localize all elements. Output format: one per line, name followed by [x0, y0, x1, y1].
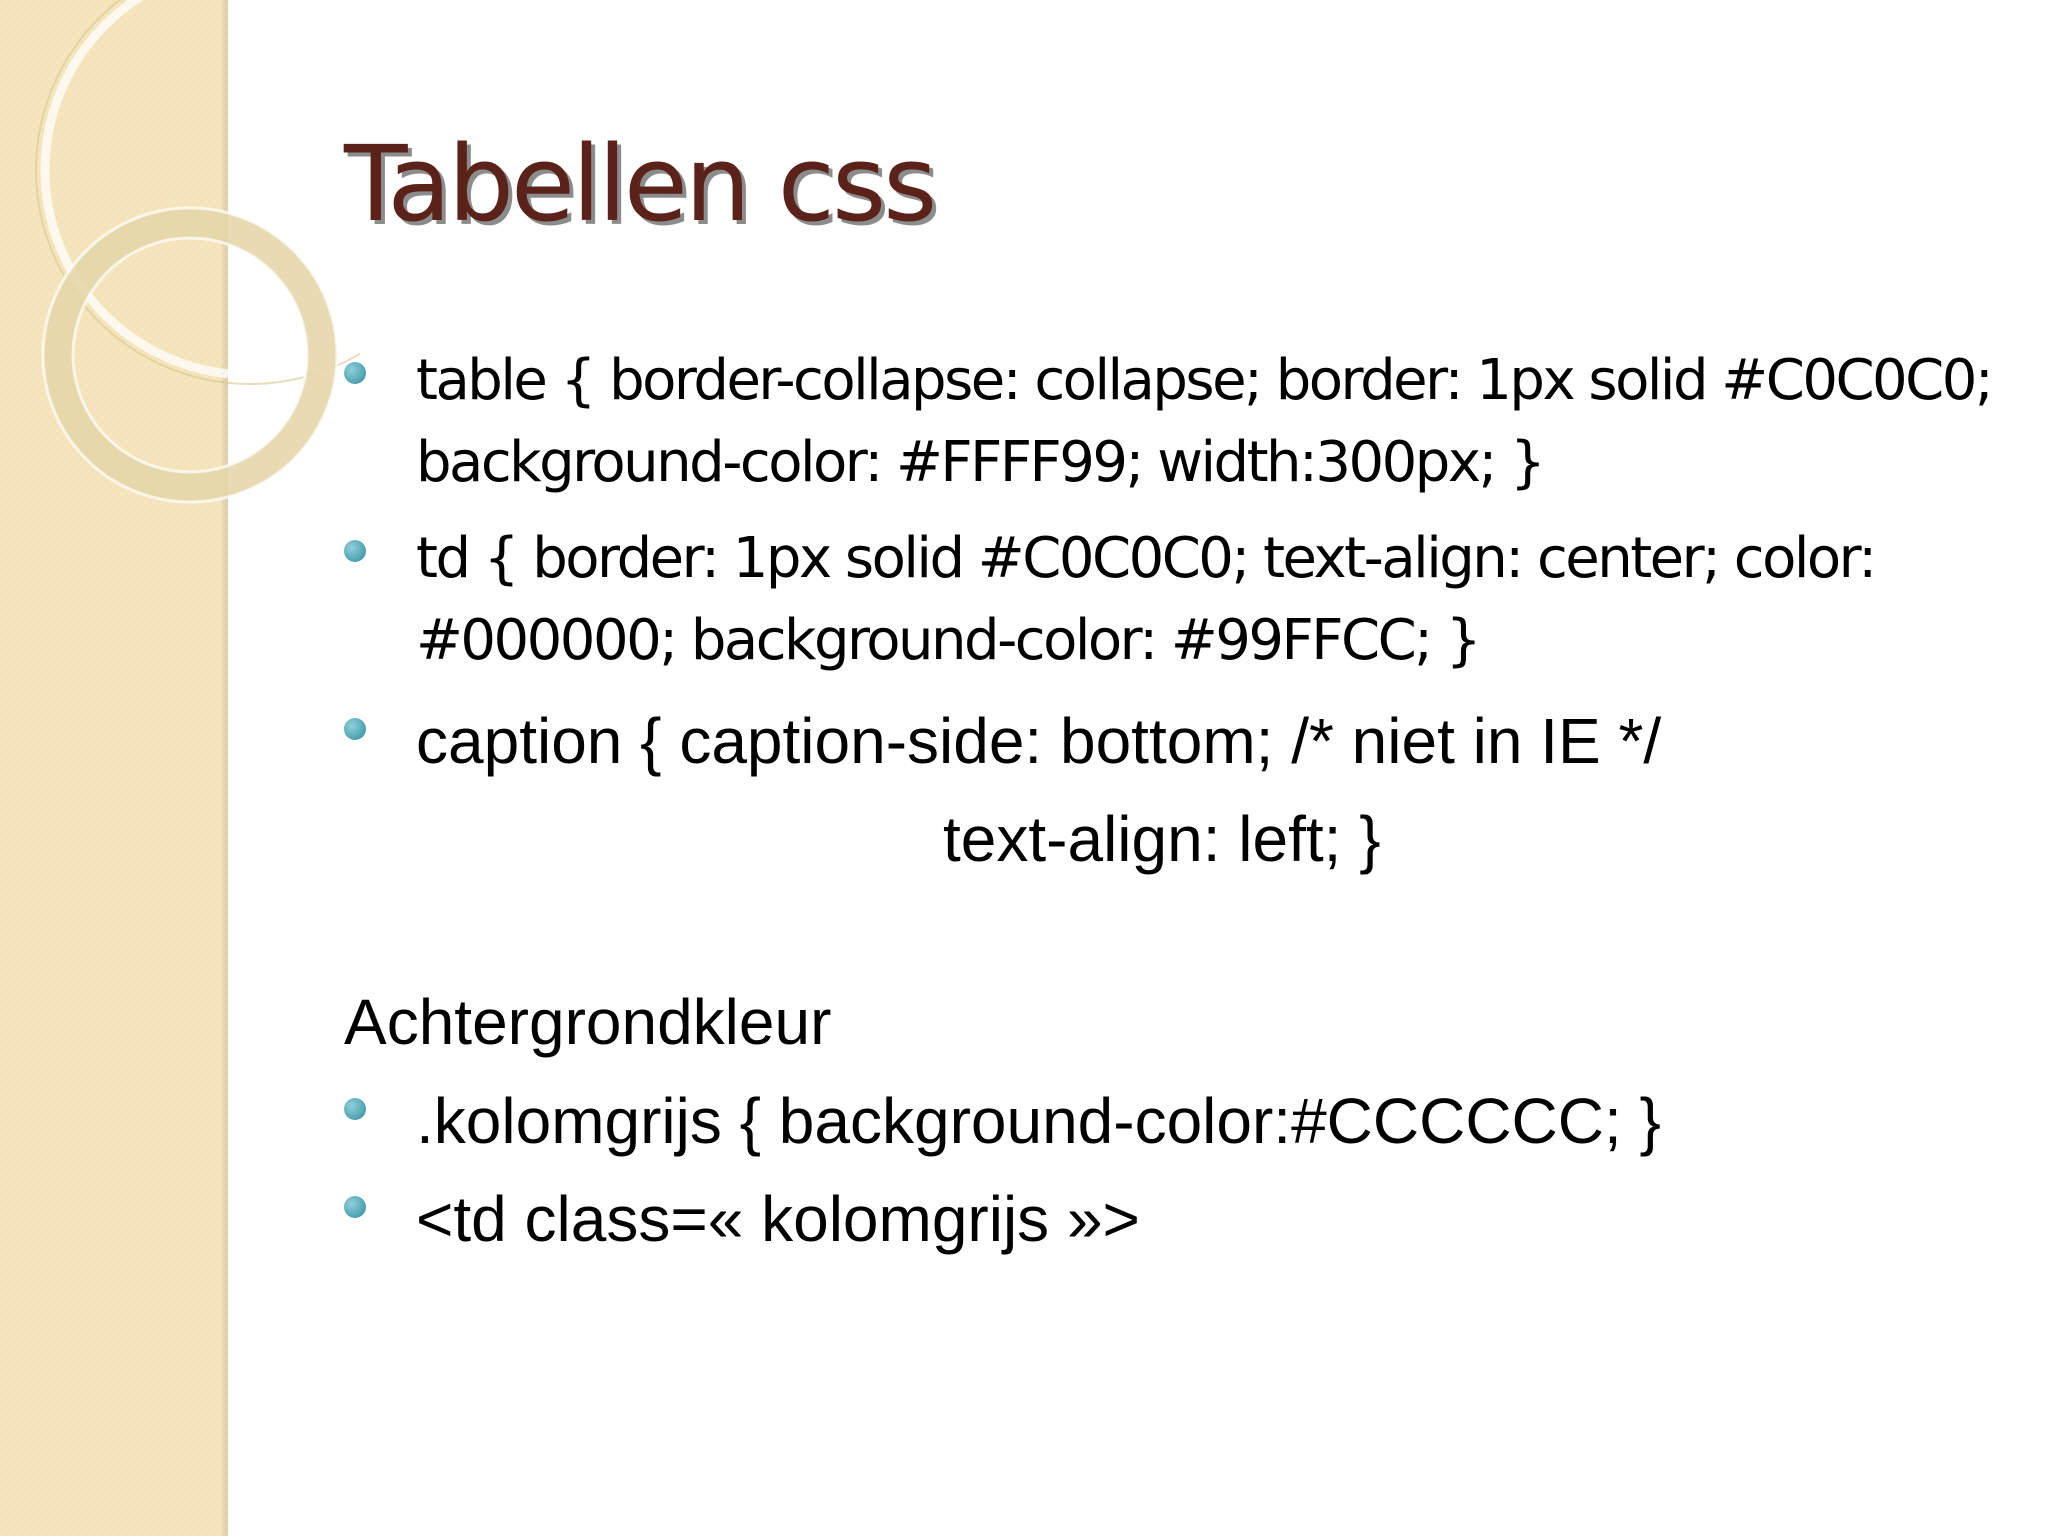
- list-item: [344, 340, 2004, 504]
- decorative-circles: [0, 0, 360, 560]
- slide-content: [344, 340, 2004, 1268]
- list-item: [344, 518, 2004, 682]
- slide-title: Tabellen css: [344, 123, 935, 245]
- bullet-icon: [344, 718, 366, 740]
- kolomgrijs-rule-text: .kolomgrijs { background-color:#CCCCCC; }: [416, 1085, 1661, 1157]
- list-item: [344, 1170, 2004, 1268]
- sub-heading: Achtergrondkleur: [344, 986, 832, 1058]
- bullet-icon: [344, 1098, 366, 1120]
- bullet-icon: [344, 1196, 366, 1218]
- background-color-list: [344, 1072, 2004, 1268]
- caption-rule-line2: text-align: left; }: [943, 803, 1381, 875]
- list-item: [344, 692, 2004, 888]
- list-item: [344, 1072, 2004, 1170]
- table-rule-text: table { border-collapse: collapse; border: 1px solid #C0C0C0; background-color: #FFFF99; width:300px; }: [416, 348, 1992, 495]
- bullet-icon: [344, 362, 366, 384]
- td-rule-text: td { border: 1px solid #C0C0C0; text-align: center; color: #000000; background-color: #99FFCC; }: [416, 526, 1875, 673]
- css-rules-list: [344, 340, 2004, 888]
- caption-rule-line1: caption { caption-side: bottom; /* niet in IE */: [416, 705, 1662, 777]
- bullet-icon: [344, 540, 366, 562]
- td-class-example-text: <td class=« kolomgrijs »>: [416, 1183, 1140, 1255]
